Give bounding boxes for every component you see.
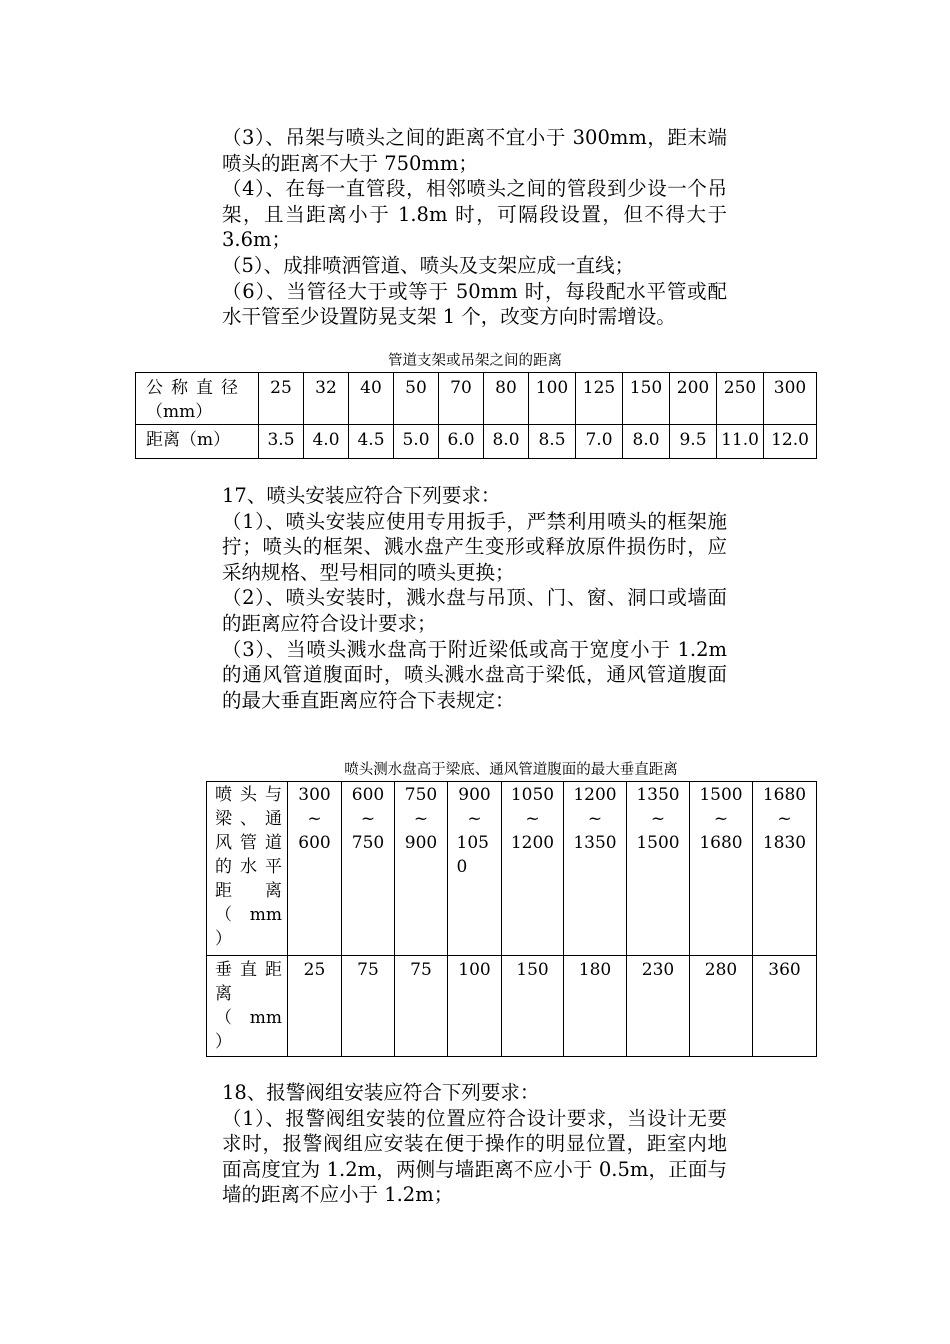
table-cell: 3.5 <box>259 425 304 459</box>
range-to: 900 <box>404 833 438 853</box>
table-row <box>207 956 817 1057</box>
table-cell: 250 <box>717 373 764 425</box>
table-cell: 100 <box>448 956 502 1057</box>
header-cell-vertical-distance <box>207 956 288 1057</box>
table-caption-vertical-distance: 喷头测水盘高于梁底、通风管道腹面的最大垂直距离 <box>344 762 678 778</box>
header-label-line: （mm <box>215 905 282 925</box>
table-cell: 300 <box>764 373 817 425</box>
section-sprinkler-installation <box>222 483 727 713</box>
table-cell: 8.5 <box>529 425 576 459</box>
range-to: 600 <box>298 833 331 853</box>
paragraph-item-1: （1）、喷头安装应使用专用扳手，严禁利用喷头的框架施拧；喷头的框架、溅水盘产生变形或释放原件损伤时，应采纳规格、型号相同的喷头更换； <box>222 509 727 584</box>
table-cell <box>288 782 342 956</box>
header-label-line: 离 <box>215 984 232 1004</box>
table-cell: 230 <box>627 956 690 1057</box>
section-alarm-valve-installation <box>222 1080 727 1208</box>
range-separator: ~ <box>360 809 376 829</box>
paragraph-item-2: （2）、喷头安装时，溅水盘与吊顶、门、窗、洞口或墙面的距离应符合设计要求； <box>222 586 727 635</box>
table-cell: 40 <box>349 373 394 425</box>
table-cell: 125 <box>576 373 623 425</box>
range-to: 1680 <box>699 833 743 853</box>
support-spacing-table <box>135 372 817 459</box>
table-row <box>207 782 817 956</box>
section-heading: 17、喷头安装应符合下列要求： <box>222 484 501 507</box>
range-to: 1350 <box>573 833 617 853</box>
table-cell: 150 <box>623 373 670 425</box>
table-cell: 50 <box>394 373 439 425</box>
table-cell <box>448 782 502 956</box>
header-label-line: 风管道 <box>215 833 282 853</box>
table-cell: 180 <box>564 956 627 1057</box>
range-separator: ~ <box>587 809 603 829</box>
paragraph-item-1: （1）、报警阀组安装的位置应符合设计要求，当设计无要求时，报警阀组应安装在便于操作的明显位置，距室内地面高度宜为 1.2m，两侧与墙距离不应小于 0.5m，正面与墙的距离不应小于 1.2m； <box>222 1106 727 1207</box>
range-separator: ~ <box>307 809 322 829</box>
table-cell: 12.0 <box>764 425 817 459</box>
range-to: 1500 <box>636 833 680 853</box>
table-cell: 100 <box>529 373 576 425</box>
range-from: 1680 <box>762 785 807 805</box>
table-cell: 25 <box>259 373 304 425</box>
range-separator: ~ <box>777 809 792 829</box>
header-label-line: 垂直距 <box>215 960 282 980</box>
header-label-line: 的水平 <box>215 857 282 877</box>
header-label-line: 距离 <box>215 881 282 901</box>
table-cell: 70 <box>439 373 484 425</box>
paragraph-item-6: （6）、当管径大于或等于 50mm 时，每段配水平管或配水干管至少设置防晃支架 1 个，改变方向时需增设。 <box>222 279 727 329</box>
table-cell: 8.0 <box>484 425 529 459</box>
range-from: 600 <box>351 785 385 805</box>
table-cell: 360 <box>753 956 817 1057</box>
table-cell <box>342 782 395 956</box>
range-from: 750 <box>404 785 438 805</box>
table-cell: 6.0 <box>439 425 484 459</box>
section-heading: 18、报警阀组安装应符合下列要求： <box>222 1081 540 1104</box>
table-row <box>136 425 817 459</box>
range-from: 1200 <box>573 785 617 805</box>
range-separator: ~ <box>650 809 666 829</box>
header-label-line: ） <box>215 1032 232 1052</box>
paragraph-item-3: （3）、吊架与喷头之间的距离不宜小于 300mm，距末端喷头的距离不大于 750mm； <box>222 126 727 175</box>
table-cell: 75 <box>395 956 448 1057</box>
range-to: 750 <box>351 833 385 853</box>
paragraph-item-4: （4）、在每一直管段，相邻喷头之间的管段到少设一个吊架，且当距离小于 1.8m 时，可隔段设置，但不得大于 3.6m； <box>222 177 727 252</box>
header-label-line: ） <box>215 929 232 949</box>
header-cell-horizontal-distance <box>207 782 288 956</box>
table-cell: 4.0 <box>304 425 349 459</box>
range-from: 300 <box>298 785 331 805</box>
range-separator: ~ <box>467 809 482 829</box>
header-unit: （mm） <box>146 402 213 422</box>
table-cell <box>627 782 690 956</box>
range-separator: ~ <box>525 809 540 829</box>
range-from: 1050 <box>510 785 555 805</box>
table-cell: 150 <box>502 956 564 1057</box>
table-cell: 5.0 <box>394 425 439 459</box>
header-label-line: 梁、通 <box>215 809 282 829</box>
table-cell <box>753 782 817 956</box>
table-cell <box>395 782 448 956</box>
table-cell: 8.0 <box>623 425 670 459</box>
table-cell: 9.5 <box>670 425 717 459</box>
table-caption-support-spacing: 管道支架或吊架之间的距离 <box>388 353 562 369</box>
header-label: 公称直径 <box>146 378 246 398</box>
table-cell: 32 <box>304 373 349 425</box>
header-label-line: 喷头与 <box>215 785 282 805</box>
table-cell: 11.0 <box>717 425 764 459</box>
table-cell <box>564 782 627 956</box>
table-cell: 280 <box>690 956 753 1057</box>
table-cell: 7.0 <box>576 425 623 459</box>
table-row <box>136 373 817 425</box>
paragraph-item-3: （3）、当喷头溅水盘高于附近梁低或高于宽度小于 1.2m 的通风管道腹面时，喷头溅水盘高于梁低，通风管道腹面的最大垂直距离应符合下表规定： <box>222 637 727 712</box>
table-cell <box>690 782 753 956</box>
table-cell: 80 <box>484 373 529 425</box>
table-cell: 75 <box>342 956 395 1057</box>
header-label-line: （mm <box>215 1008 282 1028</box>
range-separator: ~ <box>413 809 429 829</box>
table-cell: 4.5 <box>349 425 394 459</box>
table-cell: 25 <box>288 956 342 1057</box>
paragraph-item-5: （5）、成排喷洒管道、喷头及支架应成一直线； <box>222 253 635 277</box>
table-cell <box>502 782 564 956</box>
range-from: 900 <box>458 785 491 805</box>
header-cell-distance: 距离（m） <box>136 425 259 459</box>
range-to: 1200 <box>510 833 555 853</box>
range-from: 1500 <box>699 785 743 805</box>
vertical-distance-table <box>206 781 817 1057</box>
range-from: 1350 <box>636 785 680 805</box>
range-to: 1050 <box>456 833 489 877</box>
range-to: 1830 <box>762 833 807 853</box>
header-cell-nominal-diameter <box>136 373 259 425</box>
table-cell: 200 <box>670 373 717 425</box>
range-separator: ~ <box>713 809 729 829</box>
section-support-requirements <box>222 125 727 330</box>
